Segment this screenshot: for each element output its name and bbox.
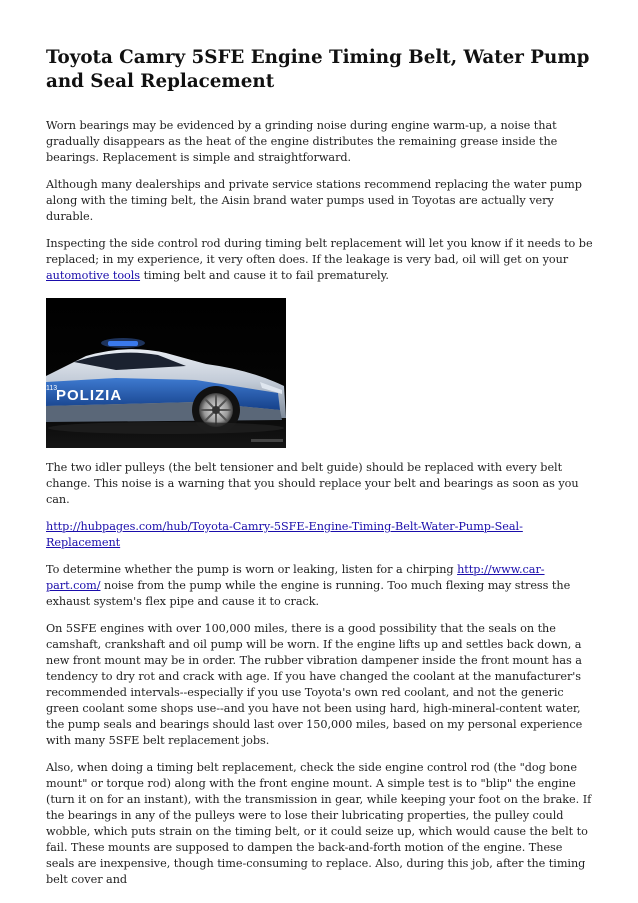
document-page [46, 46, 594, 899]
car-part-link[interactable]: http://www.car-part.com/ [46, 563, 545, 592]
paragraph-6 [46, 562, 594, 610]
hubpages-link[interactable]: http://hubpages.com/hub/Toyota-Camry-5SFE-Engine-Timing-Belt-Water-Pump-Seal-Replacement [46, 520, 523, 549]
police-car-image [46, 298, 286, 448]
paragraph-7: On 5SFE engines with over 100,000 miles, there is a good possibility that the seals on the camshaft, crankshaft and oil pump will be worn. If the engine lifts up and settles back down, a new front mount may be in order. The rubber vibration dampener inside the front mount has a tendency to dry rot and crack with age. If you have changed the coolant at the manufacturer's recommended intervals--especially if you use Toyota's own red coolant, and not the generic green coolant some shops use--and you have not been using hard, high-mineral-content water, the pump seals and bearings should last over 150,000 miles, based on my personal experience with many 5SFE belt replacement jobs. [46, 622, 583, 747]
car-decal-text: POLIZIA [56, 387, 123, 404]
paragraph-3-text-a: Inspecting the side control rod during timing belt replacement will let you know if it needs to be replaced; in my experience, it very often does. If the leakage is very bad, oil will get on your [46, 237, 593, 266]
police-car-illustration [46, 298, 286, 448]
paragraph-6-text-a: To determine whether the pump is worn or leaking, listen for a chirping [46, 563, 458, 576]
paragraph-6-text-b: noise from the pump while the engine is running. Too much flexing may stress the exhaust system's flex pipe and cause it to crack. [46, 579, 571, 608]
paragraph-3 [46, 236, 594, 284]
paragraph-1: Worn bearings may be evidenced by a grinding noise during engine warm-up, a noise that gradually disappears as the heat of the engine distributes the remaining grease inside the bearings. Replacement is simple and straightforward. [46, 119, 558, 164]
automotive-tools-link[interactable]: automotive tools [46, 269, 141, 282]
paragraph-5 [46, 519, 594, 551]
car-door-number: 113 [46, 385, 58, 392]
paragraph-8: Also, when doing a timing belt replacement, check the side engine control rod (the "dog bone mount" or torque rod) along with the front engine mount. A simple test is to "blip" the engine (turn it on for an instant), with the transmission in gear, while keeping your foot on the brake. If the bearings in any of the pulleys were to lose their lubricating properties, the pulley could wobble, which puts strain on the timing belt, or it could seize up, which would cause the belt to fail. These mounts are supposed to dampen the back-and-forth motion of the engine. These seals are inexpensive, though time-consuming to replace. Also, during this job, after the timing belt cover and [46, 761, 592, 886]
paragraph-2: Although many dealerships and private service stations recommend replacing the water pump along with the timing belt, the Aisin brand water pumps used in Toyotas are actually very durable. [46, 178, 582, 223]
page-title: Toyota Camry 5SFE Engine Timing Belt, Water Pump and Seal Replacement [46, 47, 590, 92]
paragraph-4: The two idler pulleys (the belt tensioner and belt guide) should be replaced with every belt change. This noise is a warning that you should replace your belt and bearings as soon as you can. [46, 461, 579, 506]
paragraph-3-text-b: timing belt and cause it to fail prematurely. [140, 269, 389, 282]
